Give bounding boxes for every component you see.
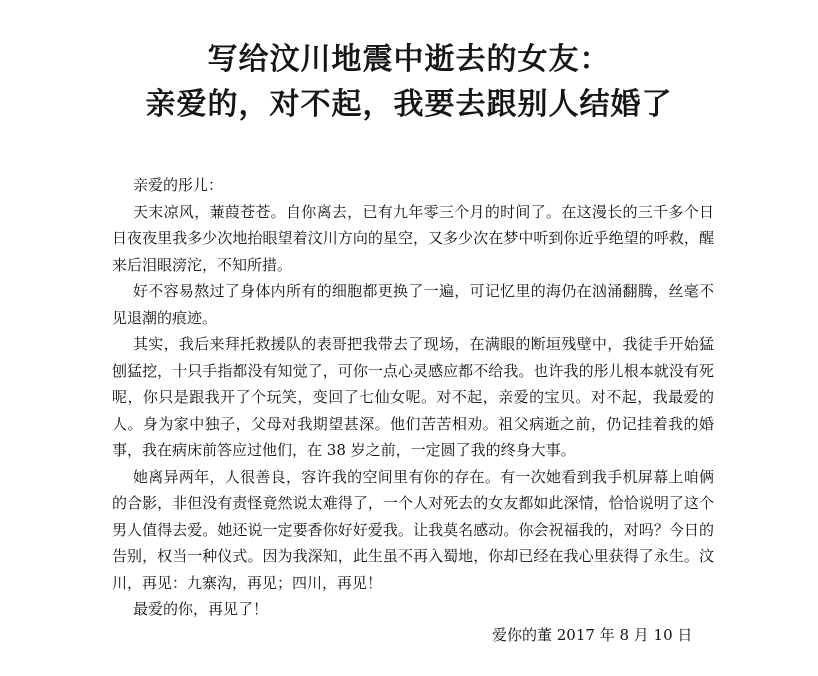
letter-paragraph: 她离异两年，人很善良，容许我的空间里有你的存在。有一次她看到我手机屏幕上咱俩的合影，非但没有责怪竟然说太难得了，一个人对死去的女友都如此深情，恰恰说明了这个男人值得去爱。她还说一定要香你好好爱我。让我莫名感动。你会祝福我的，对吗？今日的告别，权当一种仪式。因为我深知，此生虽不再入蜀地，你却已经在我心里获得了永生。汶川，再见：九寨沟，再见；四川，再见！ <box>112 467 714 592</box>
page-title-line-2: 亲爱的，对不起，我要去跟别人结婚了 <box>145 87 673 122</box>
letter-paragraph: 天末凉风，蒹葭苍苍。自你离去，已有九年零三个月的时间了。在这漫长的三千多个日日夜夜里我多少次地抬眼望着汶川方向的星空，又多少次在梦中听到你近乎绝望的呼救，醒来后泪眼滂沱，不知所措。 <box>112 202 714 274</box>
letter-body <box>112 172 714 623</box>
letter-paragraph: 其实，我后来拜托救援队的表哥把我带去了现场，在满眼的断垣残壁中，我徒手开始猛刨猛挖，十只手指都没有知觉了，可你一点心灵感应都不给我。也许我的彤儿根本就没有死呢，你只是跟我开了个玩笑，变回了七仙女呢。对不起，亲爱的宝贝。对不起，我最爱的人。身为家中独子，父母对我期望甚深。他们苦苦相劝。祖父病逝之前，仍记挂着我的婚事，我在病床前答应过他们，在 38 岁之前，一定圆了我的终身大事。 <box>112 335 714 459</box>
letter-closing: 最爱的你，再见了！ <box>133 600 269 618</box>
letter-paragraph: 好不容易熬过了身体内所有的细胞都更换了一遍，可记忆里的海仍在汹涌翻腾，丝毫不见退潮的痕迹。 <box>112 282 714 327</box>
letter-signature: 爱你的董 2017 年 8 月 10 日 <box>492 626 693 644</box>
page-title-line-1: 写给汶川地震中逝去的女友： <box>207 42 611 77</box>
letter-salutation: 亲爱的彤儿： <box>133 176 224 194</box>
